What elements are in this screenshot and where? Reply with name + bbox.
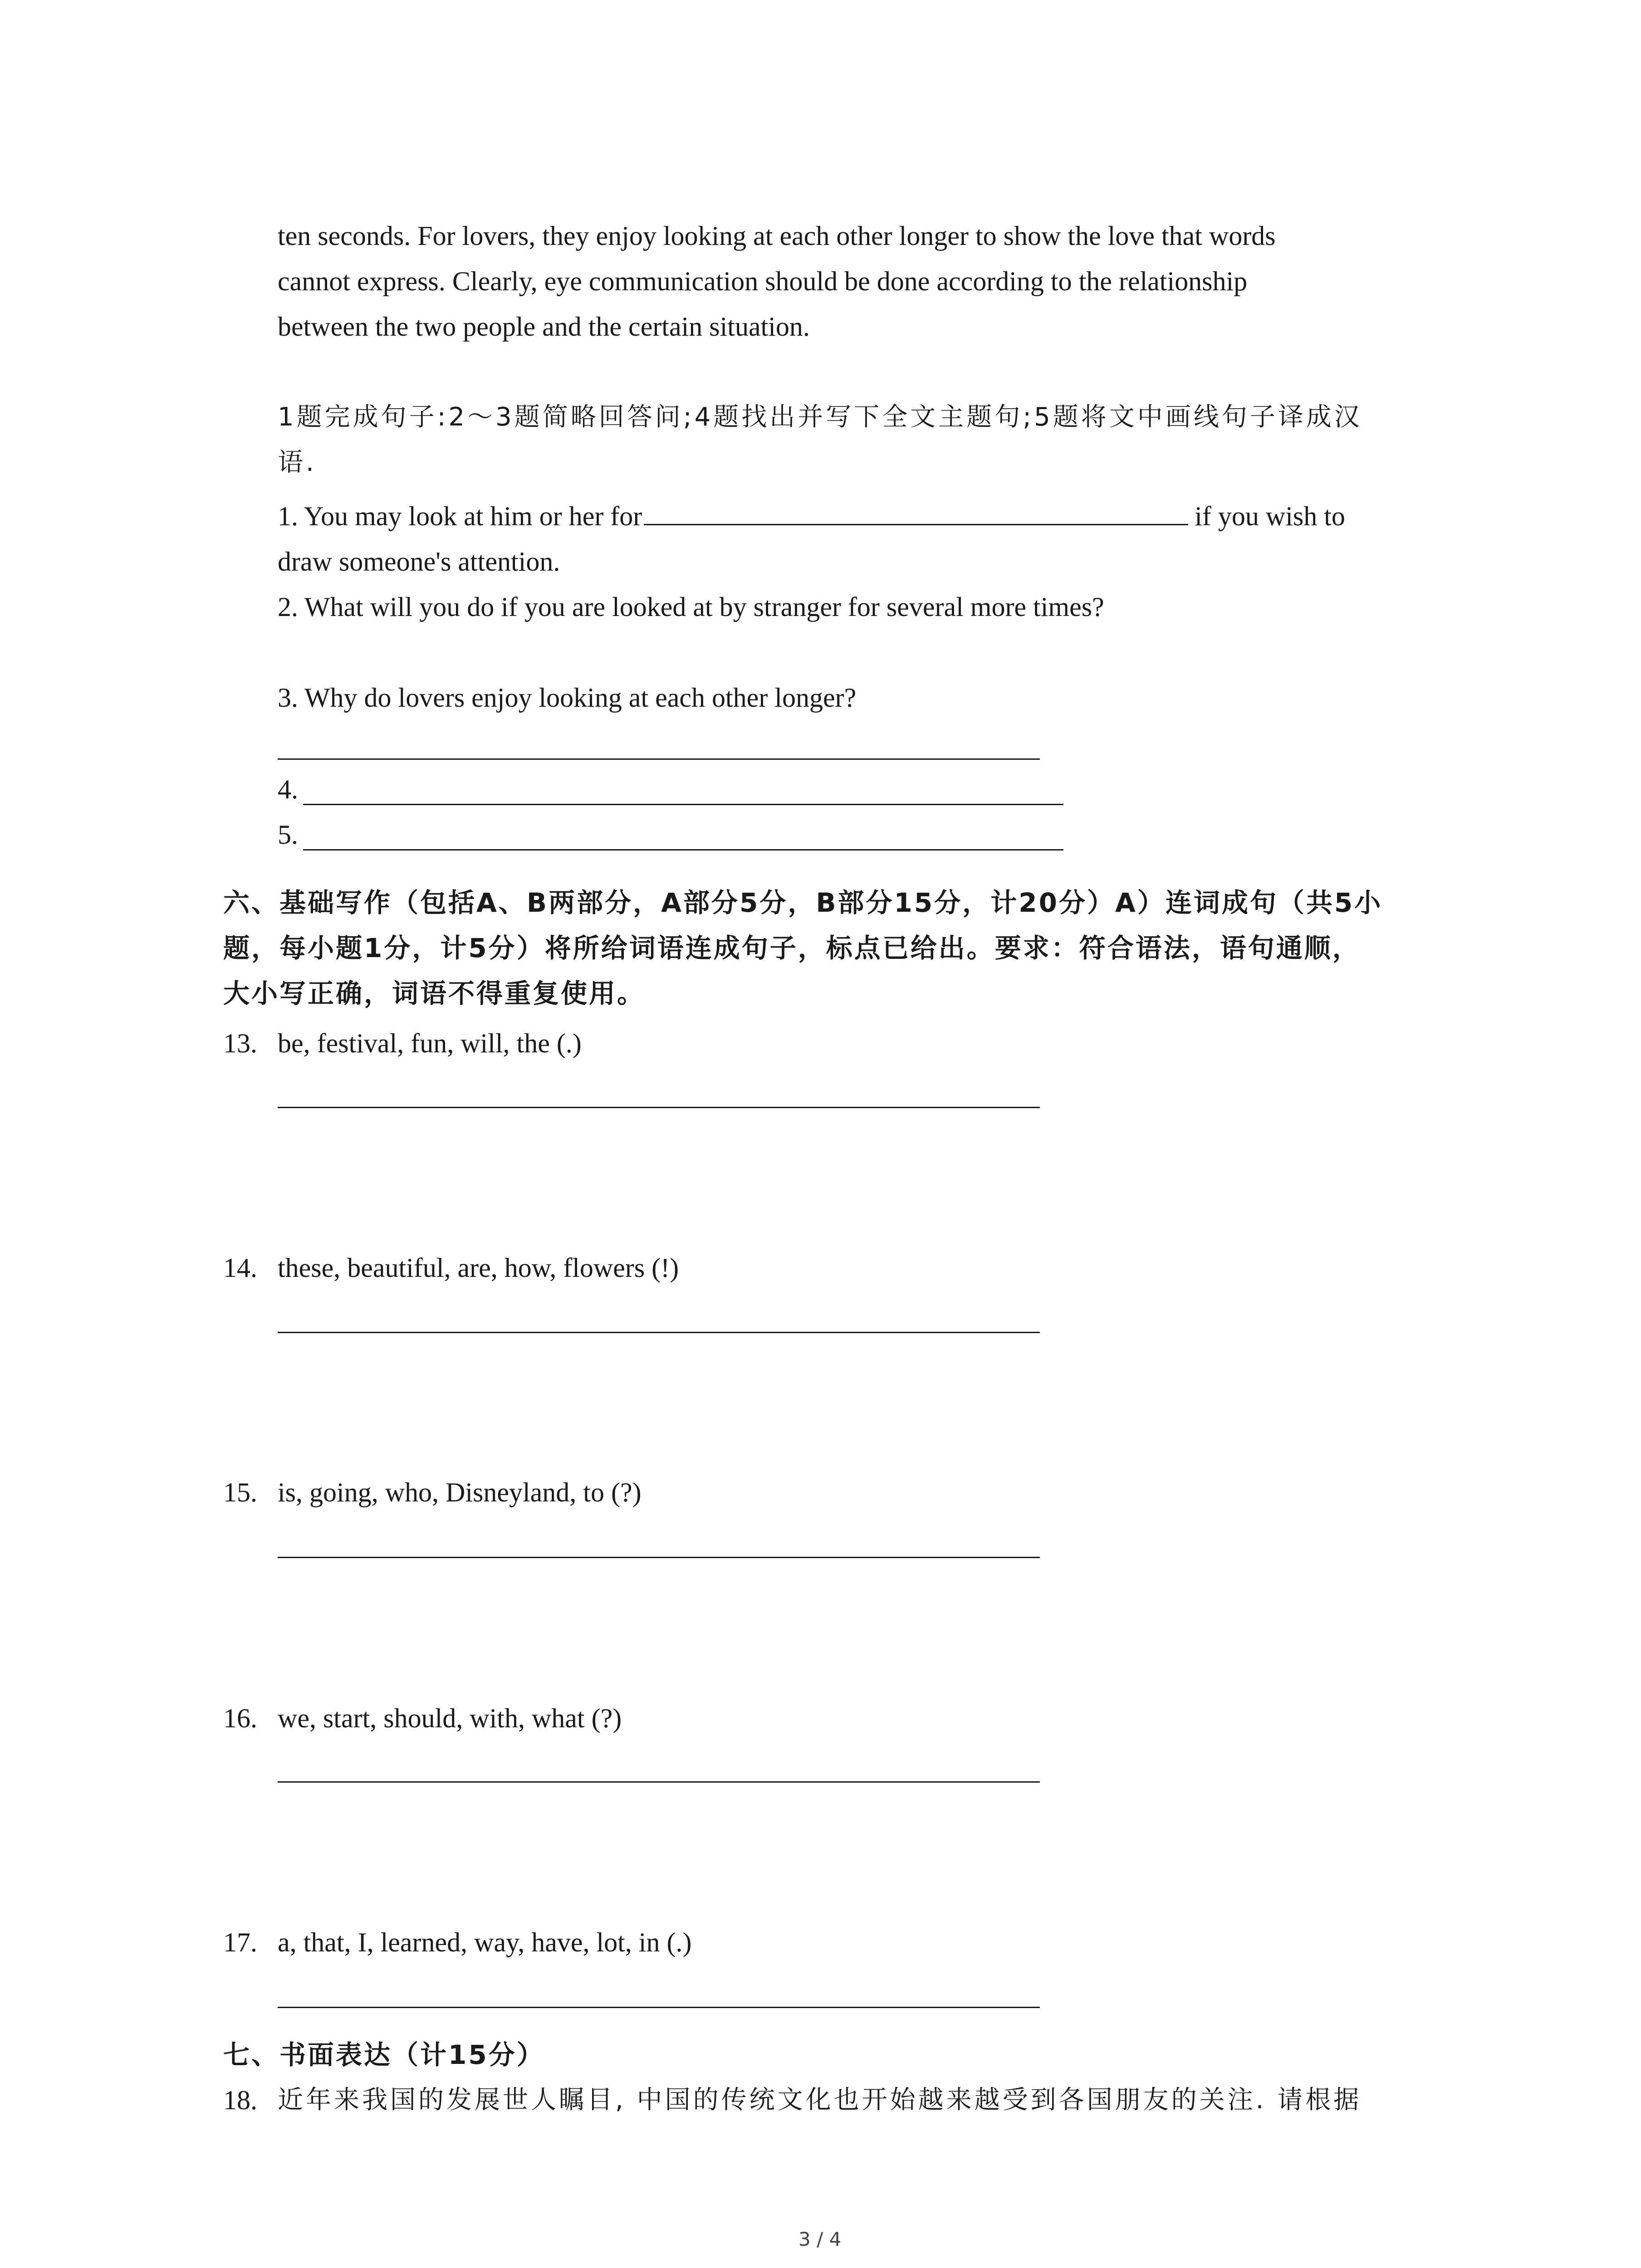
question-18-text: 近年来我国的发展世人瞩目, 中国的传统文化也开始越来越受到各国朋友的关注. 请根据 bbox=[278, 2085, 1362, 2115]
question-2: 2. What will you do if you are looked at by stranger for several more times? bbox=[278, 592, 1104, 622]
item-14-answer-line[interactable] bbox=[278, 1332, 1040, 1333]
answer-line-4[interactable] bbox=[303, 804, 1063, 805]
section-6-heading-line-3: 大小写正确，词语不得重复使用。 bbox=[223, 978, 646, 1009]
item-13-answer-line[interactable] bbox=[278, 1107, 1040, 1108]
question-18-number: 18. bbox=[223, 2085, 257, 2115]
question-1-line-2: draw someone's attention. bbox=[278, 547, 560, 577]
passage-line-2: cannot express. Clearly, eye communication should be done according to the relationship bbox=[278, 266, 1248, 296]
item-16-answer-line[interactable] bbox=[278, 1781, 1040, 1783]
item-17-answer-line[interactable] bbox=[278, 2007, 1040, 2008]
question-4-label: 4. bbox=[278, 774, 298, 804]
question-5-label: 5. bbox=[278, 820, 298, 850]
question-1-blank[interactable] bbox=[644, 499, 1188, 525]
item-16-words: we, start, should, with, what (?) bbox=[278, 1703, 622, 1733]
passage-line-1: ten seconds. For lovers, they enjoy looking at each other longer to show the love that words bbox=[278, 221, 1276, 251]
passage-line-3: between the two people and the certain situation. bbox=[278, 312, 810, 342]
item-14-words: these, beautiful, are, how, flowers (!) bbox=[278, 1253, 679, 1283]
item-15-words: is, going, who, Disneyland, to (?) bbox=[278, 1477, 642, 1507]
question-3: 3. Why do lovers enjoy looking at each other longer? bbox=[278, 683, 857, 713]
item-15-answer-line[interactable] bbox=[278, 1557, 1040, 1558]
section-6-heading-line-2: 题，每小题1分，计5分）将所给词语连成句子，标点已给出。要求：符合语法，语句通顺， bbox=[223, 933, 1361, 963]
item-15-number: 15. bbox=[223, 1477, 257, 1507]
item-17-words: a, that, I, learned, way, have, lot, in (.) bbox=[278, 1927, 692, 1957]
instructions-line-1: 1题完成句子:2～3题简略回答问;4题找出并写下全文主题句;5题将文中画线句子译成汉 bbox=[278, 402, 1362, 432]
answer-line-3[interactable] bbox=[278, 758, 1040, 760]
item-16-number: 16. bbox=[223, 1703, 257, 1733]
question-1-text-end: if you wish to bbox=[1195, 501, 1345, 531]
item-14-number: 14. bbox=[223, 1253, 257, 1283]
item-13-words: be, festival, fun, will, the (.) bbox=[278, 1028, 582, 1058]
item-17-number: 17. bbox=[223, 1927, 257, 1957]
question-1-text: 1. You may look at him or her for bbox=[278, 501, 642, 531]
section-6-heading-line-1: 六、基础写作（包括A、B两部分，A部分5分，B部分15分，计20分）A）连词成句（共5小 bbox=[223, 887, 1383, 918]
item-13-number: 13. bbox=[223, 1028, 257, 1058]
instructions-line-2: 语. bbox=[278, 448, 317, 477]
answer-line-5[interactable] bbox=[303, 849, 1063, 850]
question-1 bbox=[278, 494, 1345, 539]
section-7-heading: 七、书面表达（计15分） bbox=[223, 2039, 545, 2070]
page-number: 3 / 4 bbox=[798, 2228, 842, 2250]
